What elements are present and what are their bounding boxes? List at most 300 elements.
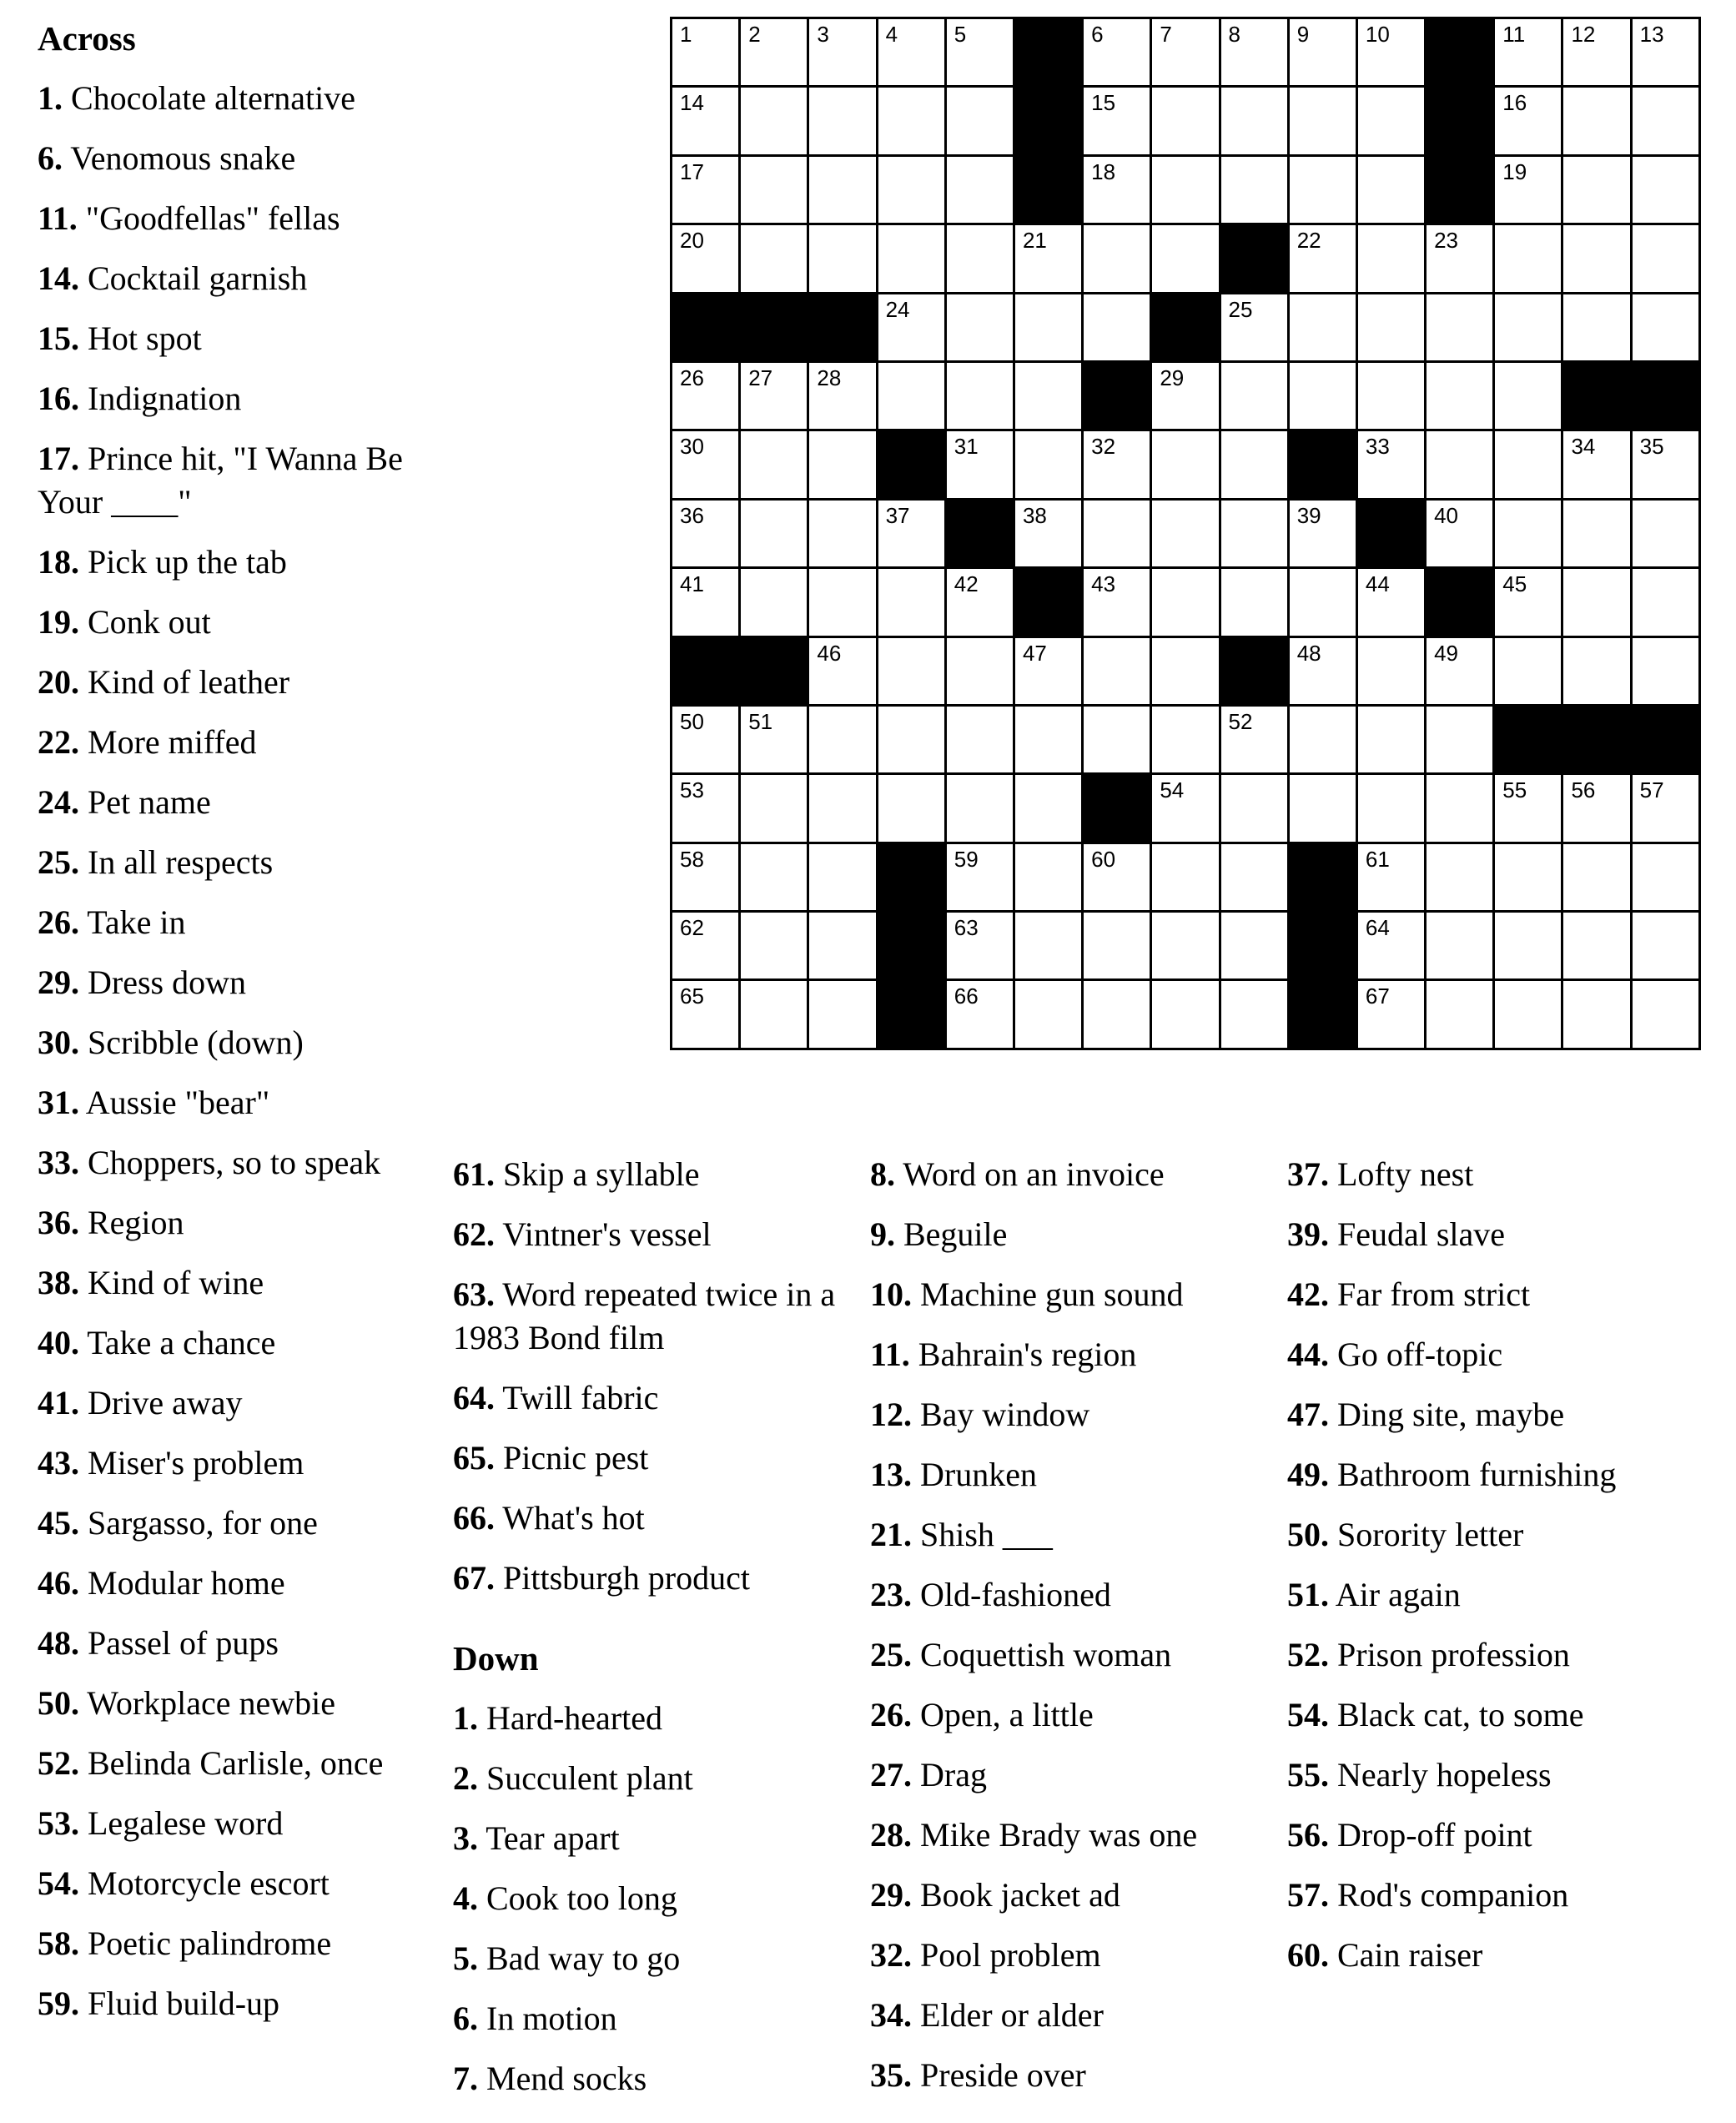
grid-cell[interactable] — [1427, 638, 1495, 707]
grid-cell[interactable] — [672, 775, 741, 843]
clue-number-label: 25. — [870, 1636, 912, 1673]
grid-cell[interactable] — [1221, 501, 1290, 569]
grid-cell[interactable] — [1427, 431, 1495, 500]
grid-cell[interactable] — [947, 913, 1015, 981]
grid-cell[interactable] — [947, 638, 1015, 707]
grid-cell[interactable] — [1084, 157, 1152, 225]
clue — [38, 1201, 430, 1245]
clue-number: 9 — [1296, 22, 1310, 47]
grid-cell[interactable] — [672, 19, 741, 88]
grid-cell[interactable] — [741, 157, 809, 225]
clue-number-label: 54. — [38, 1864, 79, 1902]
clue-number-label: 14. — [38, 259, 79, 297]
black-square — [1427, 88, 1495, 156]
grid-cell[interactable] — [1633, 913, 1701, 981]
grid-cell[interactable] — [1563, 501, 1632, 569]
grid-cell[interactable] — [1221, 363, 1290, 431]
grid-cell[interactable] — [1495, 775, 1563, 843]
grid-cell[interactable] — [1084, 638, 1152, 707]
grid-cell[interactable] — [1290, 225, 1358, 294]
grid-cell[interactable] — [1015, 981, 1084, 1049]
clue-text: Pittsburgh product — [503, 1559, 750, 1597]
grid-cell[interactable] — [1290, 157, 1358, 225]
grid-cell[interactable] — [1427, 294, 1495, 363]
grid-cell[interactable] — [1563, 19, 1632, 88]
grid-cell[interactable] — [1358, 19, 1427, 88]
grid-cell[interactable] — [672, 225, 741, 294]
grid-cell[interactable] — [1563, 569, 1632, 637]
clue — [38, 1081, 430, 1124]
grid-cell[interactable] — [1495, 844, 1563, 913]
grid-cell[interactable] — [741, 707, 809, 775]
grid-cell[interactable] — [1633, 431, 1701, 500]
clue-number: 8 — [1228, 22, 1240, 47]
clue-number: 57 — [1639, 777, 1664, 803]
grid-cell[interactable] — [741, 913, 809, 981]
clue-number-label: 61. — [453, 1155, 495, 1193]
grid-cell[interactable] — [1563, 88, 1632, 156]
clue — [38, 1742, 430, 1785]
grid-cell[interactable] — [672, 501, 741, 569]
clue — [453, 1376, 853, 1420]
grid-cell[interactable] — [1495, 569, 1563, 637]
clue-number: 25 — [1228, 296, 1253, 322]
grid-cell[interactable] — [809, 775, 878, 843]
clue-number: 30 — [680, 434, 704, 460]
clue — [870, 1393, 1271, 1436]
grid-cell[interactable] — [1084, 225, 1152, 294]
grid-cell[interactable] — [1358, 363, 1427, 431]
clue-number-label: 34. — [870, 1996, 912, 2034]
grid-cell[interactable] — [1084, 844, 1152, 913]
clue-number-label: 53. — [38, 1804, 79, 1842]
clue-number: 5 — [954, 22, 967, 47]
clue-text: Miser's problem — [88, 1444, 304, 1482]
clue-number-label: 47. — [1287, 1396, 1329, 1433]
clue-text: Fluid build-up — [88, 1985, 280, 2022]
grid-cell[interactable] — [741, 19, 809, 88]
clue-number-label: 2. — [453, 1759, 478, 1797]
clue — [453, 2057, 853, 2100]
clue-text: Cain raiser — [1337, 1936, 1483, 1974]
clue-text: Drop-off point — [1337, 1816, 1532, 1854]
grid-cell[interactable] — [947, 707, 1015, 775]
clue-number-label: 25. — [38, 843, 79, 881]
grid-cell[interactable] — [1015, 363, 1084, 431]
clue — [1287, 1753, 1704, 1797]
grid-cell[interactable] — [947, 981, 1015, 1049]
grid-cell[interactable] — [878, 501, 947, 569]
grid-cell[interactable] — [1084, 294, 1152, 363]
clue-number: 66 — [954, 984, 979, 1009]
grid-cell[interactable] — [1563, 981, 1632, 1049]
grid-cell[interactable] — [1290, 501, 1358, 569]
grid-cell[interactable] — [878, 569, 947, 637]
grid-cell[interactable] — [947, 157, 1015, 225]
grid-cell[interactable] — [1152, 913, 1220, 981]
grid-cell[interactable] — [1015, 501, 1084, 569]
grid-cell[interactable] — [1015, 707, 1084, 775]
grid-cell[interactable] — [809, 638, 878, 707]
clue — [870, 1693, 1271, 1737]
grid-cell[interactable] — [1084, 569, 1152, 637]
clue-text: Kind of leather — [88, 663, 290, 701]
clue-number: 19 — [1502, 158, 1527, 184]
grid-cell[interactable] — [1563, 294, 1632, 363]
grid-cell[interactable] — [741, 501, 809, 569]
grid-cell[interactable] — [809, 157, 878, 225]
clue-number-label: 3. — [453, 1819, 478, 1857]
grid-cell[interactable] — [947, 294, 1015, 363]
grid-cell[interactable] — [1495, 363, 1563, 431]
grid-cell[interactable] — [1015, 431, 1084, 500]
grid-cell[interactable] — [809, 19, 878, 88]
grid-cell[interactable] — [947, 569, 1015, 637]
grid-cell[interactable] — [809, 913, 878, 981]
grid-cell[interactable] — [1290, 775, 1358, 843]
grid-cell[interactable] — [1633, 294, 1701, 363]
clue-number-label: 46. — [38, 1564, 79, 1602]
grid-cell[interactable] — [1358, 225, 1427, 294]
grid-cell[interactable] — [741, 363, 809, 431]
grid-cell[interactable] — [1427, 913, 1495, 981]
grid-cell[interactable] — [1427, 707, 1495, 775]
clue — [38, 1381, 430, 1425]
clue-number: 45 — [1502, 571, 1527, 597]
grid-cell[interactable] — [809, 431, 878, 500]
grid-cell[interactable] — [1358, 775, 1427, 843]
black-square — [1015, 88, 1084, 156]
clue-number-label: 58. — [38, 1924, 79, 1962]
grid-cell[interactable] — [1084, 88, 1152, 156]
clue-number: 14 — [680, 90, 704, 116]
grid-cell[interactable] — [1358, 981, 1427, 1049]
clue-text: Drive away — [88, 1384, 243, 1421]
grid-cell[interactable] — [947, 88, 1015, 156]
grid-cell[interactable] — [1015, 225, 1084, 294]
grid-cell[interactable] — [1015, 844, 1084, 913]
grid-cell[interactable] — [1358, 294, 1427, 363]
clue-text: Preside over — [920, 2056, 1086, 2094]
grid-cell[interactable] — [741, 775, 809, 843]
grid-cell[interactable] — [1221, 569, 1290, 637]
grid-cell[interactable] — [1427, 225, 1495, 294]
grid-cell[interactable] — [809, 225, 878, 294]
clue-text: Hard-hearted — [486, 1699, 662, 1737]
grid-cell[interactable] — [809, 981, 878, 1049]
grid-cell[interactable] — [878, 19, 947, 88]
grid-cell[interactable] — [809, 501, 878, 569]
clue-number-label: 52. — [38, 1744, 79, 1782]
grid-cell[interactable] — [1152, 225, 1220, 294]
grid-cell[interactable] — [1563, 775, 1632, 843]
grid-cell[interactable] — [809, 844, 878, 913]
clue — [38, 1321, 430, 1365]
grid-cell[interactable] — [1221, 157, 1290, 225]
grid-cell[interactable] — [1084, 19, 1152, 88]
clue-text: In motion — [486, 2000, 617, 2037]
clue-text: Legalese word — [88, 1804, 284, 1842]
grid-cell[interactable] — [878, 775, 947, 843]
clue-number-label: 50. — [1287, 1516, 1329, 1553]
grid-cell[interactable] — [878, 294, 947, 363]
clue-text: Bay window — [920, 1396, 1090, 1433]
grid-cell[interactable] — [1290, 88, 1358, 156]
grid-cell[interactable] — [1290, 294, 1358, 363]
clue-text: Mike Brady was one — [920, 1816, 1198, 1854]
clue — [1287, 1693, 1704, 1737]
grid-cell[interactable] — [1152, 844, 1220, 913]
grid-cell[interactable] — [1015, 294, 1084, 363]
grid-cell[interactable] — [672, 363, 741, 431]
clue — [38, 1141, 430, 1185]
grid-cell[interactable] — [878, 363, 947, 431]
grid-cell[interactable] — [1152, 569, 1220, 637]
grid-cell[interactable] — [1221, 913, 1290, 981]
grid-cell[interactable] — [672, 88, 741, 156]
clue — [453, 1557, 853, 1600]
clue — [38, 1562, 430, 1605]
grid-cell[interactable] — [1221, 431, 1290, 500]
grid-cell[interactable] — [1495, 294, 1563, 363]
clue-text: Vintner's vessel — [502, 1215, 712, 1253]
grid-cell[interactable] — [1495, 913, 1563, 981]
grid-cell[interactable] — [672, 913, 741, 981]
grid-cell[interactable] — [1152, 157, 1220, 225]
clue-text: Drunken — [920, 1456, 1037, 1493]
grid-cell[interactable] — [878, 638, 947, 707]
grid-cell[interactable] — [1221, 88, 1290, 156]
grid-cell[interactable] — [1358, 707, 1427, 775]
clue — [38, 1502, 430, 1545]
grid-cell[interactable] — [1015, 913, 1084, 981]
grid-cell[interactable] — [1221, 19, 1290, 88]
clue-number: 47 — [1022, 640, 1047, 666]
grid-cell[interactable] — [1427, 775, 1495, 843]
clue — [38, 901, 430, 944]
grid-cell[interactable] — [741, 88, 809, 156]
grid-cell[interactable] — [1495, 981, 1563, 1049]
clue-number: 32 — [1091, 434, 1116, 460]
grid-cell[interactable] — [1152, 775, 1220, 843]
grid-cell[interactable] — [947, 225, 1015, 294]
clue-number-label: 63. — [453, 1275, 495, 1313]
clue — [38, 257, 430, 300]
grid-cell[interactable] — [1290, 363, 1358, 431]
grid-cell[interactable] — [1633, 981, 1701, 1049]
black-square — [1563, 363, 1632, 431]
grid-cell[interactable] — [1290, 707, 1358, 775]
grid-cell[interactable] — [1427, 363, 1495, 431]
grid-cell[interactable] — [1633, 844, 1701, 913]
grid-cell[interactable] — [1221, 844, 1290, 913]
grid-cell[interactable] — [1084, 707, 1152, 775]
grid-cell[interactable] — [1084, 431, 1152, 500]
clue — [453, 1213, 853, 1256]
clue-number-label: 11. — [38, 199, 78, 237]
clue-number: 46 — [817, 640, 842, 666]
grid-cell[interactable] — [1427, 981, 1495, 1049]
grid-cell[interactable] — [1221, 707, 1290, 775]
grid-cell[interactable] — [1633, 88, 1701, 156]
grid-cell[interactable] — [809, 88, 878, 156]
down-clues-column-2 — [1287, 1153, 1704, 1994]
grid-cell[interactable] — [1152, 19, 1220, 88]
clue-number: 52 — [1228, 708, 1253, 734]
grid-cell[interactable] — [1633, 157, 1701, 225]
grid-cell[interactable] — [1015, 638, 1084, 707]
grid-cell[interactable] — [809, 707, 878, 775]
grid-cell[interactable] — [741, 844, 809, 913]
grid-cell[interactable] — [947, 19, 1015, 88]
grid-cell[interactable] — [1358, 157, 1427, 225]
grid-cell[interactable] — [1633, 225, 1701, 294]
grid-cell[interactable] — [672, 569, 741, 637]
grid-cell[interactable] — [1152, 431, 1220, 500]
grid-cell[interactable] — [1358, 569, 1427, 637]
grid-cell[interactable] — [947, 775, 1015, 843]
grid-cell[interactable] — [1152, 363, 1220, 431]
grid-cell[interactable] — [947, 844, 1015, 913]
clue-text: Motorcycle escort — [88, 1864, 330, 1902]
grid-cell[interactable] — [1563, 638, 1632, 707]
clue — [870, 1934, 1271, 1977]
grid-cell[interactable] — [1633, 569, 1701, 637]
grid-cell[interactable] — [1152, 981, 1220, 1049]
clue-text: Pick up the tab — [88, 543, 287, 581]
grid-cell[interactable] — [878, 225, 947, 294]
clue — [870, 1153, 1271, 1196]
grid-cell[interactable] — [878, 707, 947, 775]
grid-cell[interactable] — [1152, 707, 1220, 775]
clue-text: Bad way to go — [486, 1939, 681, 1977]
clue — [453, 1273, 853, 1360]
grid-cell[interactable] — [1495, 88, 1563, 156]
clue-number-label: 17. — [38, 440, 79, 477]
grid-cell[interactable] — [1495, 157, 1563, 225]
black-square — [1015, 569, 1084, 637]
grid-cell[interactable] — [1495, 431, 1563, 500]
grid-cell[interactable] — [947, 431, 1015, 500]
clue-number-label: 43. — [38, 1444, 79, 1482]
grid-cell[interactable] — [1563, 913, 1632, 981]
grid-cell[interactable] — [672, 707, 741, 775]
grid-cell[interactable] — [1358, 431, 1427, 500]
grid-cell[interactable] — [1084, 913, 1152, 981]
clue-number: 48 — [1296, 640, 1321, 666]
grid-cell[interactable] — [672, 157, 741, 225]
grid-cell[interactable] — [1495, 638, 1563, 707]
grid-cell[interactable] — [741, 569, 809, 637]
black-square — [809, 294, 878, 363]
clue-number: 24 — [885, 296, 910, 322]
clue-text: Passel of pups — [88, 1624, 279, 1662]
grid-cell[interactable] — [1358, 844, 1427, 913]
grid-cell[interactable] — [741, 431, 809, 500]
grid-cell[interactable] — [1290, 638, 1358, 707]
grid-cell[interactable] — [1563, 431, 1632, 500]
clue-number: 37 — [885, 502, 910, 528]
grid-cell[interactable] — [1563, 225, 1632, 294]
clue — [1287, 1213, 1704, 1256]
black-square — [1633, 363, 1701, 431]
clue-number: 16 — [1502, 90, 1527, 116]
grid-cell[interactable] — [1152, 638, 1220, 707]
grid-cell[interactable] — [1427, 844, 1495, 913]
grid-cell[interactable] — [1358, 88, 1427, 156]
clue-text: Sorority letter — [1337, 1516, 1524, 1553]
grid-cell[interactable] — [1221, 775, 1290, 843]
clue-text: Succulent plant — [486, 1759, 693, 1797]
grid-cell[interactable] — [878, 157, 947, 225]
clue-number: 65 — [680, 984, 704, 1009]
grid-cell[interactable] — [1495, 19, 1563, 88]
clue — [870, 1573, 1271, 1617]
clue — [38, 1441, 430, 1485]
grid-cell[interactable] — [1563, 157, 1632, 225]
grid-cell[interactable] — [1152, 501, 1220, 569]
clue-number-label: 30. — [38, 1024, 79, 1061]
clue-number-label: 21. — [870, 1516, 912, 1553]
clue-number: 64 — [1365, 915, 1390, 941]
grid-cell[interactable] — [672, 844, 741, 913]
grid-cell[interactable] — [1152, 88, 1220, 156]
grid-cell[interactable] — [1290, 19, 1358, 88]
grid-cell[interactable] — [1358, 913, 1427, 981]
clue-number: 41 — [680, 571, 704, 597]
grid-cell[interactable] — [1633, 638, 1701, 707]
grid-cell[interactable] — [1495, 225, 1563, 294]
grid-cell[interactable] — [741, 981, 809, 1049]
grid-cell[interactable] — [809, 363, 878, 431]
clue-number-label: 55. — [1287, 1756, 1329, 1793]
grid-cell[interactable] — [1563, 844, 1632, 913]
clue-number: 1 — [680, 22, 692, 47]
clue-number: 4 — [885, 22, 898, 47]
grid-cell[interactable] — [809, 569, 878, 637]
grid-cell[interactable] — [1084, 981, 1152, 1049]
clue-text: Cook too long — [486, 1879, 677, 1917]
clue — [453, 1757, 853, 1800]
clue — [1287, 1153, 1704, 1196]
across-clues-column-1 — [38, 17, 430, 2042]
grid-cell[interactable] — [741, 225, 809, 294]
black-square — [741, 638, 809, 707]
clue-text: Bathroom furnishing — [1337, 1456, 1617, 1493]
grid-cell[interactable] — [1290, 569, 1358, 637]
grid-cell[interactable] — [1221, 981, 1290, 1049]
clue-number: 43 — [1091, 571, 1116, 597]
clue — [38, 137, 430, 180]
grid-cell[interactable] — [1633, 19, 1701, 88]
grid-cell[interactable] — [1427, 501, 1495, 569]
clue-text: Ding site, maybe — [1337, 1396, 1565, 1433]
grid-cell[interactable] — [947, 363, 1015, 431]
grid-cell[interactable] — [1633, 775, 1701, 843]
grid-cell[interactable] — [672, 981, 741, 1049]
grid-cell[interactable] — [1495, 501, 1563, 569]
grid-cell[interactable] — [1221, 294, 1290, 363]
grid-cell[interactable] — [1084, 501, 1152, 569]
grid-cell[interactable] — [1015, 775, 1084, 843]
grid-cell[interactable] — [1358, 638, 1427, 707]
black-square — [1221, 638, 1290, 707]
grid-cell[interactable] — [672, 431, 741, 500]
clue — [38, 1802, 430, 1845]
grid-cell[interactable] — [878, 88, 947, 156]
grid-cell[interactable] — [1633, 501, 1701, 569]
clue-text: Indignation — [88, 380, 242, 417]
